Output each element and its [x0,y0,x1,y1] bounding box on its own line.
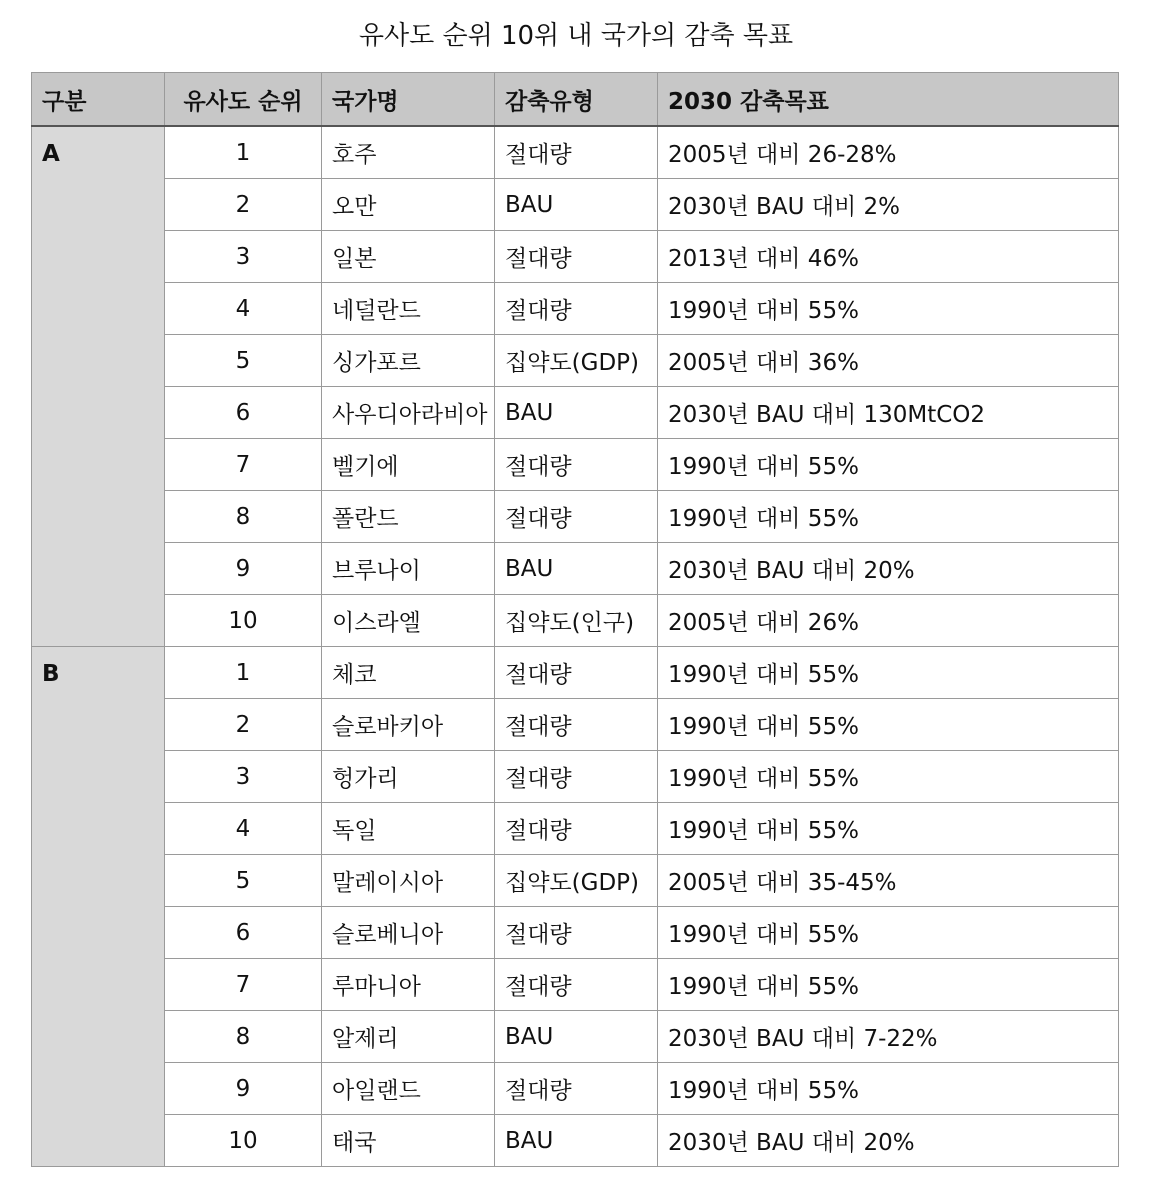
country-cell: 사우디아라비아 [322,387,495,439]
reduction-type-cell: 절대량 [495,491,658,543]
country-cell: 호주 [322,126,495,179]
rank-cell: 6 [165,387,322,439]
reduction-type-cell: BAU [495,387,658,439]
country-cell: 알제리 [322,1011,495,1063]
table-body [32,126,1119,1167]
group-label: B [32,647,165,1167]
rank-cell: 5 [165,855,322,907]
rank-cell: 4 [165,283,322,335]
rank-cell: 9 [165,543,322,595]
reduction-target-cell: 1990년 대비 55% [658,959,1119,1011]
reduction-type-cell: 절대량 [495,439,658,491]
reduction-type-cell: BAU [495,1115,658,1167]
table-row [32,647,1119,699]
reduction-type-cell: BAU [495,179,658,231]
country-cell: 브루나이 [322,543,495,595]
reduction-type-cell: 절대량 [495,959,658,1011]
reduction-type-cell: 절대량 [495,907,658,959]
rank-cell: 10 [165,1115,322,1167]
rank-cell: 7 [165,439,322,491]
table-row [32,1011,1119,1063]
reduction-type-cell: 절대량 [495,126,658,179]
country-cell: 슬로바키아 [322,699,495,751]
rank-cell: 10 [165,595,322,647]
table-row [32,803,1119,855]
table-row [32,907,1119,959]
reduction-type-cell: 집약도(GDP) [495,855,658,907]
table-row [32,283,1119,335]
reduction-target-cell: 1990년 대비 55% [658,647,1119,699]
reduction-target-cell: 1990년 대비 55% [658,751,1119,803]
country-cell: 일본 [322,231,495,283]
rank-cell: 6 [165,907,322,959]
table-row [32,231,1119,283]
table-header [32,73,1119,127]
reduction-target-cell: 2030년 BAU 대비 130MtCO2 [658,387,1119,439]
table-row [32,959,1119,1011]
table-row [32,855,1119,907]
reduction-target-cell: 1990년 대비 55% [658,439,1119,491]
rank-cell: 1 [165,126,322,179]
reduction-type-cell: BAU [495,543,658,595]
reduction-type-cell: 절대량 [495,283,658,335]
reduction-target-cell: 2005년 대비 26% [658,595,1119,647]
rank-cell: 7 [165,959,322,1011]
country-cell: 폴란드 [322,491,495,543]
header-row [32,73,1119,127]
reduction-target-cell: 1990년 대비 55% [658,1063,1119,1115]
country-cell: 오만 [322,179,495,231]
reduction-target-cell: 2005년 대비 26-28% [658,126,1119,179]
rank-cell: 4 [165,803,322,855]
reduction-target-cell: 2005년 대비 36% [658,335,1119,387]
country-cell: 말레이시아 [322,855,495,907]
table-row [32,179,1119,231]
rank-cell: 8 [165,1011,322,1063]
reduction-type-cell: 절대량 [495,231,658,283]
reduction-type-cell: 집약도(GDP) [495,335,658,387]
table-row [32,387,1119,439]
rank-cell: 1 [165,647,322,699]
reduction-target-cell: 2030년 BAU 대비 7-22% [658,1011,1119,1063]
reduction-type-cell: 절대량 [495,751,658,803]
table-row [32,335,1119,387]
rank-cell: 3 [165,751,322,803]
country-cell: 루마니아 [322,959,495,1011]
table-row [32,595,1119,647]
country-cell: 헝가리 [322,751,495,803]
reduction-target-cell: 1990년 대비 55% [658,491,1119,543]
table-row [32,699,1119,751]
header-group: 구분 [32,73,165,127]
reduction-target-cell: 1990년 대비 55% [658,699,1119,751]
reduction-type-cell: BAU [495,1011,658,1063]
country-cell: 네덜란드 [322,283,495,335]
group-label: A [32,126,165,647]
country-cell: 체코 [322,647,495,699]
header-type: 감축유형 [495,73,658,127]
rank-cell: 5 [165,335,322,387]
table-row [32,491,1119,543]
reduction-target-table [31,72,1119,1167]
table-row [32,543,1119,595]
reduction-type-cell: 절대량 [495,647,658,699]
country-cell: 이스라엘 [322,595,495,647]
country-cell: 아일랜드 [322,1063,495,1115]
reduction-target-cell: 2005년 대비 35-45% [658,855,1119,907]
country-cell: 독일 [322,803,495,855]
country-cell: 슬로베니아 [322,907,495,959]
table-row [32,1063,1119,1115]
rank-cell: 2 [165,179,322,231]
reduction-target-cell: 1990년 대비 55% [658,283,1119,335]
rank-cell: 3 [165,231,322,283]
country-cell: 싱가포르 [322,335,495,387]
page-title: 유사도 순위 10위 내 국가의 감축 목표 [358,21,794,51]
reduction-target-cell: 2030년 BAU 대비 20% [658,543,1119,595]
reduction-target-cell: 1990년 대비 55% [658,907,1119,959]
reduction-target-cell: 2013년 대비 46% [658,231,1119,283]
table-row [32,1115,1119,1167]
rank-cell: 2 [165,699,322,751]
country-cell: 태국 [322,1115,495,1167]
reduction-target-cell: 1990년 대비 55% [658,803,1119,855]
reduction-type-cell: 집약도(인구) [495,595,658,647]
reduction-type-cell: 절대량 [495,1063,658,1115]
rank-cell: 8 [165,491,322,543]
rank-cell: 9 [165,1063,322,1115]
reduction-target-cell: 2030년 BAU 대비 20% [658,1115,1119,1167]
header-target: 2030 감축목표 [658,73,1119,127]
reduction-target-cell: 2030년 BAU 대비 2% [658,179,1119,231]
reduction-type-cell: 절대량 [495,699,658,751]
header-country: 국가명 [322,73,495,127]
header-rank: 유사도 순위 [165,73,322,127]
country-cell: 벨기에 [322,439,495,491]
reduction-type-cell: 절대량 [495,803,658,855]
table-row [32,439,1119,491]
table-row [32,126,1119,179]
table-row [32,751,1119,803]
